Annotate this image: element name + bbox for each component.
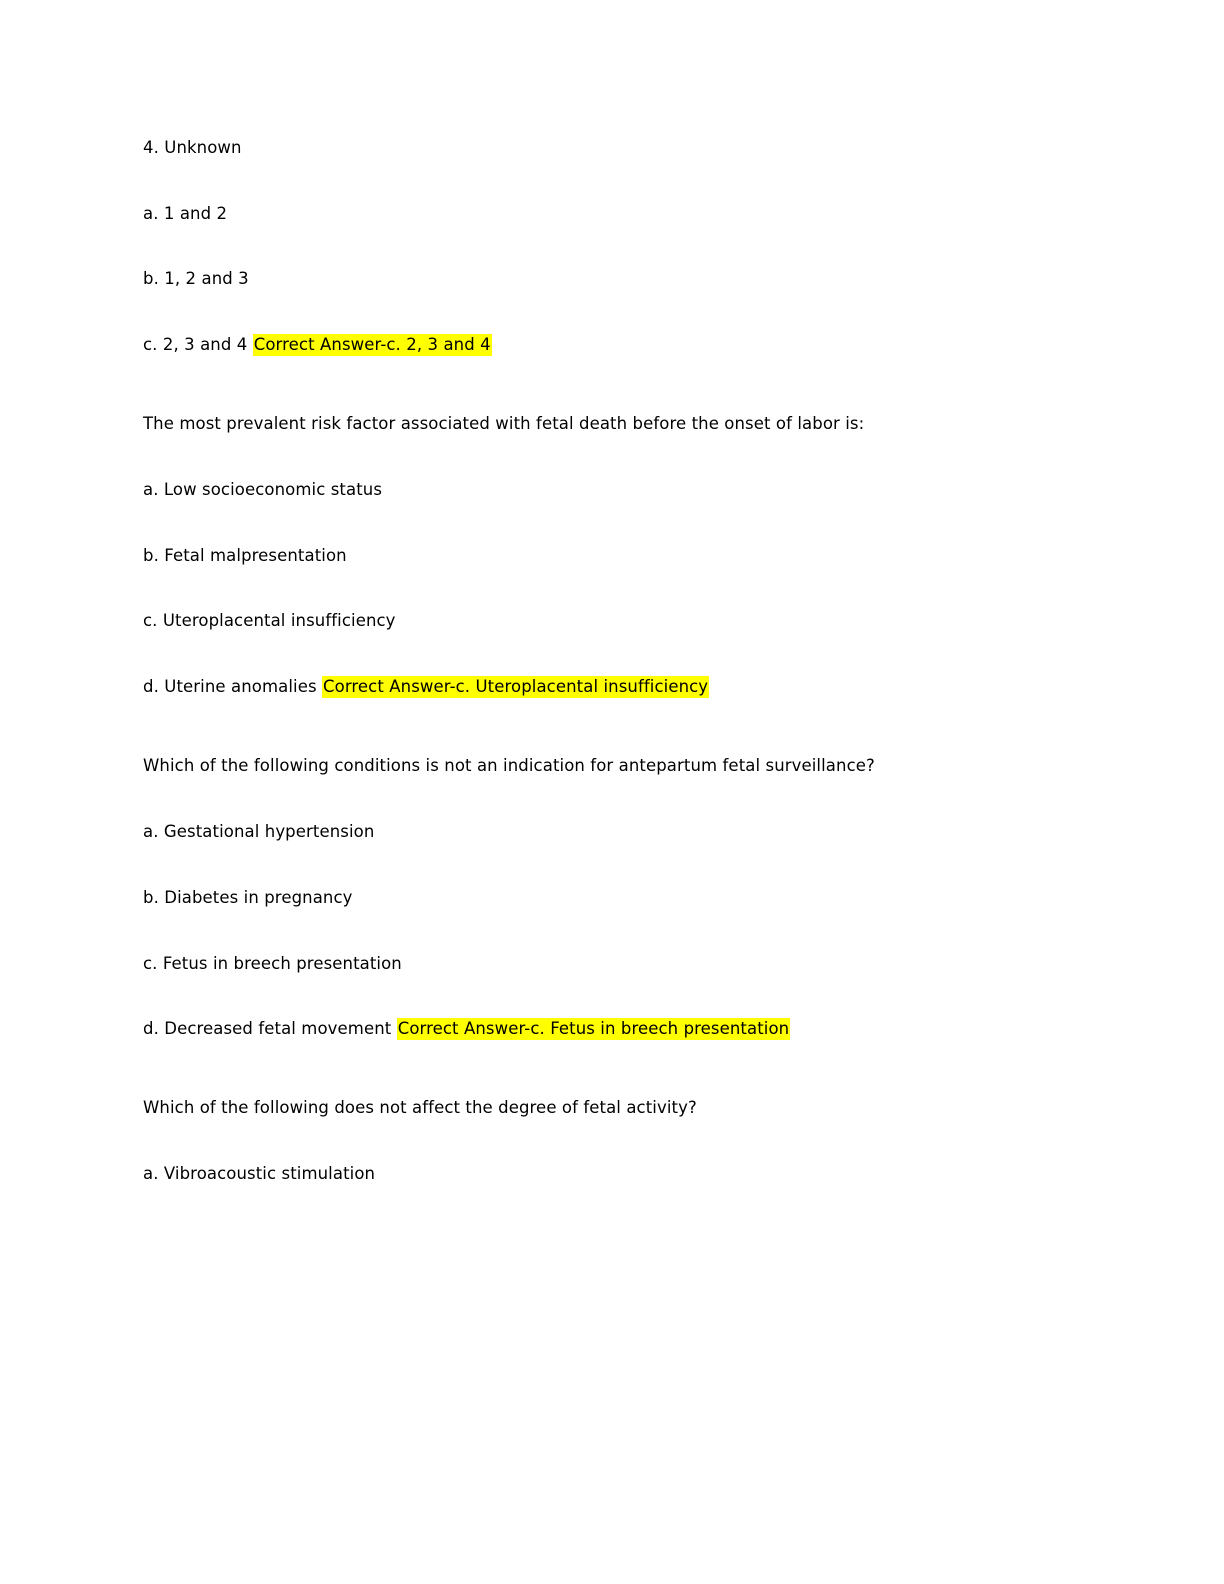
section-divider <box>143 1040 1084 1098</box>
option-text: a. Vibroacoustic stimulation <box>143 1164 376 1184</box>
options-group <box>143 138 1084 356</box>
list-item <box>143 888 1084 909</box>
option-text: 4. Unknown <box>143 138 242 157</box>
section-divider <box>143 698 1084 756</box>
list-item <box>143 204 1084 225</box>
option-text: d. Decreased fetal movement <box>143 1019 397 1039</box>
option-text: c. Fetus in breech presentation <box>143 953 402 973</box>
option-text: a. Low socioeconomic status <box>143 480 383 500</box>
question-block <box>143 756 1084 1040</box>
list-item <box>143 677 1084 698</box>
list-item <box>143 1164 1084 1185</box>
correct-answer-highlight: Correct Answer-c. Fetus in breech presentation <box>397 1019 790 1039</box>
list-item <box>143 954 1084 975</box>
list-item <box>143 335 1084 356</box>
question-text: The most prevalent risk factor associated with fetal death before the onset of labor is: <box>143 413 865 433</box>
option-text: b. Fetal malpresentation <box>143 545 347 565</box>
list-item <box>143 546 1084 567</box>
list-item <box>143 1019 1084 1040</box>
option-text: b. 1, 2 and 3 <box>143 269 249 289</box>
list-item <box>143 480 1084 501</box>
list-item <box>143 611 1084 632</box>
correct-answer-highlight: Correct Answer-c. 2, 3 and 4 <box>253 334 491 354</box>
option-text: d. Uterine anomalies <box>143 677 322 696</box>
option-text: c. Uteroplacental insufficiency <box>143 611 396 631</box>
question-block <box>143 414 1084 698</box>
question-text: Which of the following does not affect the degree of fetal activity? <box>143 1097 697 1117</box>
question-block <box>143 1098 1084 1185</box>
correct-answer-highlight: Correct Answer-c. Uteroplacental insufficiency <box>323 677 709 696</box>
option-text: c. 2, 3 and 4 <box>143 334 253 354</box>
question-text: Which of the following conditions is not an indication for antepartum fetal surveillance? <box>143 755 875 775</box>
section-divider <box>143 356 1084 414</box>
option-text: a. Gestational hypertension <box>143 822 375 842</box>
list-item <box>143 822 1084 843</box>
option-text: b. Diabetes in pregnancy <box>143 887 353 907</box>
option-text: a. 1 and 2 <box>143 203 228 223</box>
list-item <box>143 138 1084 159</box>
list-item <box>143 269 1084 290</box>
